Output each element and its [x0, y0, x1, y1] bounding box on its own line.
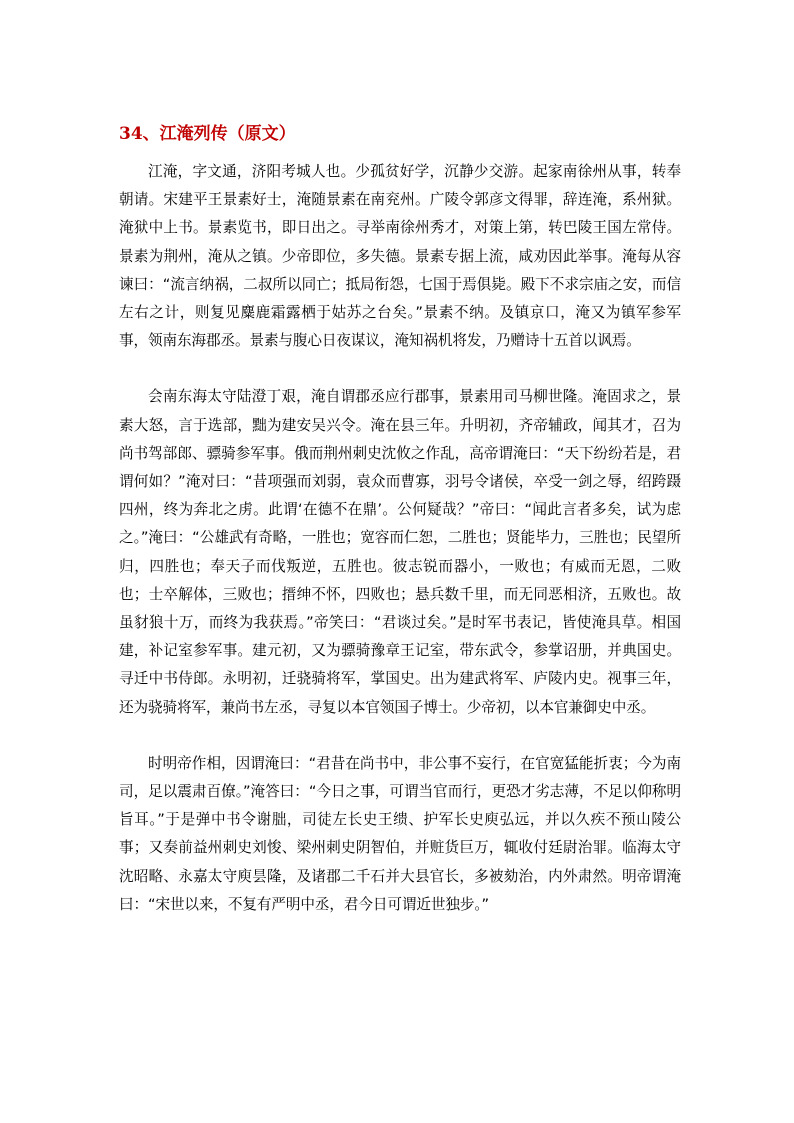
paragraph-1: 江淹，字文通，济阳考城人也。少孤贫好学，沉静少交游。起家南徐州从事，转奉朝请。宋建平王景素好士，淹随景素在南兖州。广陵令郭彦文得罪，辞连淹，系州狱。淹狱中上书。景素览书，即日出之。寻举南徐州秀才，对策上第，转巴陵王国左常侍。景素为荆州，淹从之镇。少帝即位，多失德。景素专据上流，咸劝因此举事。淹每从容谏曰：“流言纳祸，二叔所以同亡；抵局衔怨，七国于焉俱毙。殿下不求宗庙之安，而信左右之计，则复见麋鹿霜露栖于姑苏之台矣。”景素不纳。及镇京口，淹又为镇军参军事，领南东海郡丞。景素与腹心日夜谋议，淹知祸机将发，乃赠诗十五首以讽焉。 [119, 163, 681, 350]
paragraph-3: 时明帝作相，因谓淹曰：“君昔在尚书中，非公事不妄行，在官宽猛能折衷；今为南司，足以震肃百僚。”淹答曰：“今日之事，可谓当官而行，更恐才劣志薄，不足以仰称明旨耳。”于是弹中书令谢朏，司徒左长史王缋、护军长史庾弘远，并以久疾不预山陵公事；又奏前益州刺史刘悛、梁州刺史阴智伯，并赃货巨万，辄收付廷尉治罪。临海太守沈昭略、永嘉太守庾昙隆，及诸郡二千石并大县官长，多被劾治，内外肃然。明帝谓淹曰：“宋世以来，不复有严明中丞，君今日可谓近世独步。” [119, 754, 681, 913]
paragraph-gap [119, 355, 681, 383]
page-title: 34、江淹列传（原文） [119, 124, 296, 144]
paragraph-gap [119, 722, 681, 750]
paragraph-2: 会南东海太守陆澄丁艰，淹自谓郡丞应行郡事，景素用司马柳世隆。淹固求之，景素大怒，言于选部，黜为建安吴兴令。淹在县三年。升明初，齐帝辅政，闻其才，召为尚书驾部郎、骠骑参军事。俄而荆州刺史沈攸之作乱，高帝谓淹曰：“天下纷纷若是，君谓何如？”淹对曰：“昔项强而刘弱，袁众而曹寡，羽号令诸侯，卒受一剑之辱，绍跨蹑四州，终为奔北之虏。此谓‘在德不在鼎’。公何疑哉？”帝曰：“闻此言者多矣，试为虑之。”淹曰：“公雄武有奇略，一胜也；宽容而仁恕，二胜也；贤能毕力，三胜也；民望所归，四胜也；奉天子而伐叛逆，五胜也。彼志锐而器小，一败也；有威而无恩，二败也；士卒解体，三败也；搢绅不怀，四败也；悬兵数千里，而无同恶相济，五败也。故虽豺狼十万，而终为我获焉。”帝笑曰：“君谈过矣。”是时军书表记，皆使淹具草。相国建，补记室参军事。建元初，又为骠骑豫章王记室，带东武令，参掌诏册，并典国史。寻迁中书侍郎。永明初，迁骁骑将军，掌国史。出为建武将军、庐陵内史。视事三年，还为骁骑将军，兼尚书左丞，寻复以本官领国子博士。少帝初，以本官兼御史中丞。 [119, 388, 681, 716]
document-body [119, 120, 681, 919]
